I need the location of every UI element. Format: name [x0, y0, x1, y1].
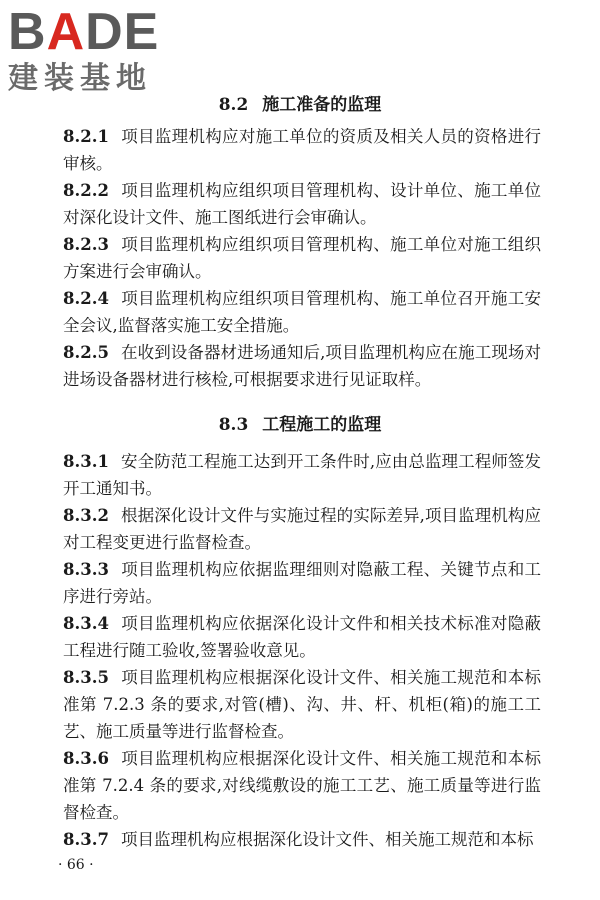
section-heading-8-2: 8.2 施工准备的监理 [218, 95, 382, 115]
brand-logo [8, 3, 160, 96]
section-heading-8-3: 8.3 工程施工的监理 [218, 415, 382, 435]
clause-8-2-3: 8.2.3 项目监理机构应组织项目管理机构、施工单位对施工组织方案进行会审确认。 [63, 235, 541, 281]
clause-8-3-6: 8.3.6 项目监理机构应根据深化设计文件、相关施工规范和本标准第 7.2.4 条的要求,对线缆敷设的施工工艺、施工质量等进行监督检查。 [63, 749, 541, 822]
clause-8-2-2: 8.2.2 项目监理机构应组织项目管理机构、设计单位、施工单位对深化设计文件、施工图纸进行会审确认。 [63, 181, 541, 227]
logo-wordmark: BADE [8, 3, 160, 61]
page-number: · 66 · [58, 857, 94, 873]
clause-8-3-3: 8.3.3 项目监理机构应依据监理细则对隐蔽工程、关键节点和工序进行旁站。 [63, 560, 541, 606]
clause-8-2-1: 8.2.1 项目监理机构应对施工单位的资质及相关人员的资格进行审核。 [63, 127, 541, 173]
clause-8-3-5: 8.3.5 项目监理机构应根据深化设计文件、相关施工规范和本标准第 7.2.3 条的要求,对管(槽)、沟、井、杆、机柜(箱)的施工工艺、施工质量等进行监督检查。 [63, 668, 541, 741]
clause-8-2-4: 8.2.4 项目监理机构应组织项目管理机构、施工单位召开施工安全会议,监督落实施工安全措施。 [63, 289, 541, 335]
clause-8-3-1: 8.3.1 安全防范工程施工达到开工条件时,应由总监理工程师签发开工通知书。 [63, 452, 541, 498]
logo-subtitle: 建装基地 [8, 61, 152, 96]
clause-8-3-2: 8.3.2 根据深化设计文件与实施过程的实际差异,项目监理机构应对工程变更进行监督检查。 [63, 506, 541, 552]
clause-8-3-7: 8.3.7 项目监理机构应根据深化设计文件、相关施工规范和本标 [63, 830, 534, 849]
clause-8-3-4: 8.3.4 项目监理机构应依据深化设计文件和相关技术标准对隐蔽工程进行随工验收,签署验收意见。 [63, 614, 541, 660]
clause-8-2-5: 8.2.5 在收到设备器材进场通知后,项目监理机构应在施工现场对进场设备器材进行核检,可根据要求进行见证取样。 [63, 343, 541, 389]
